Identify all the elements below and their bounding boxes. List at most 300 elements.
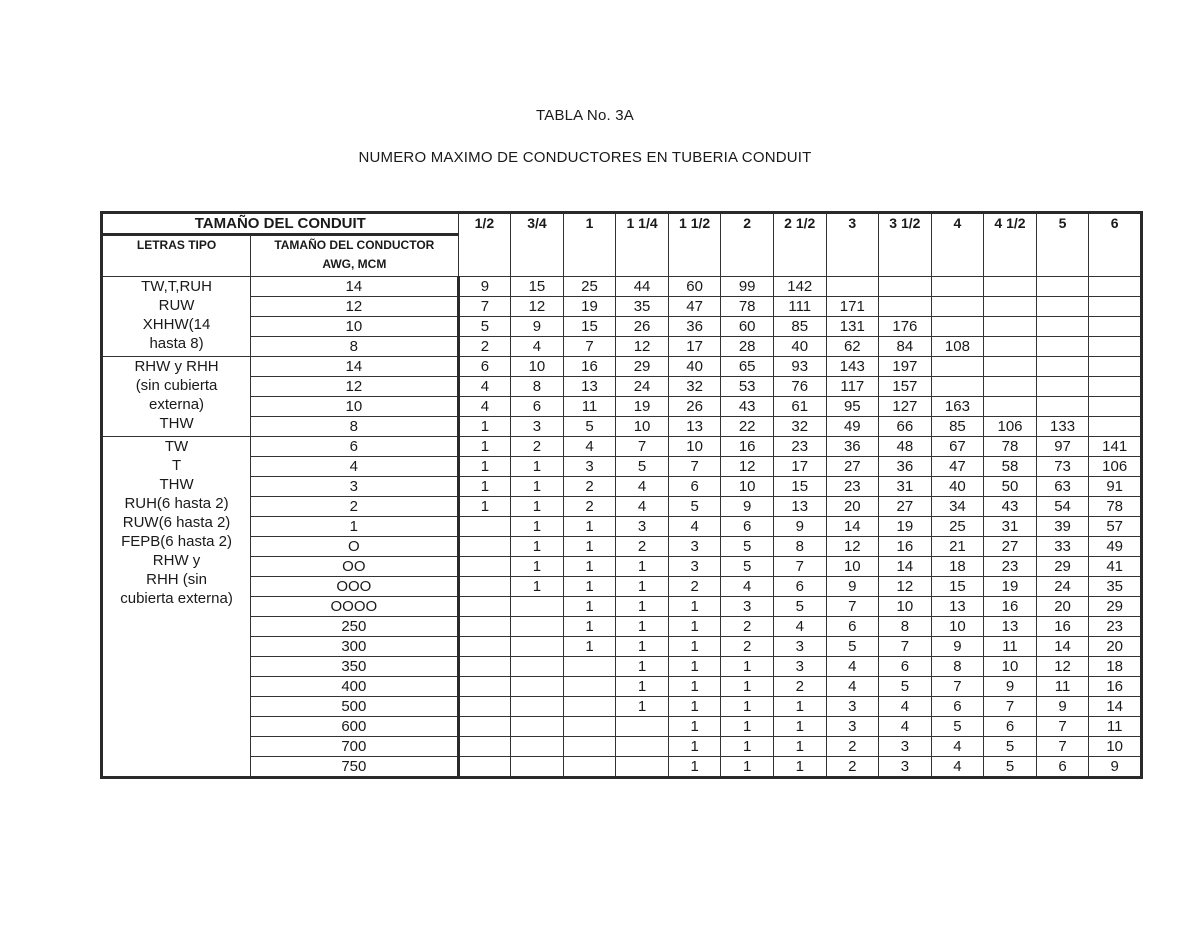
conductor-size-header-line1: TAMAÑO DEL CONDUCTOR — [274, 238, 435, 252]
conductor-count-cell: 14 — [879, 557, 932, 577]
conductor-count-cell: 10 — [931, 617, 984, 637]
conductor-count-cell: 1 — [616, 557, 669, 577]
conductor-size-cell: 12 — [251, 377, 459, 397]
conductor-count-cell: 6 — [458, 357, 511, 377]
conductor-count-cell: 26 — [668, 397, 721, 417]
wire-type-label: RUW — [158, 297, 195, 314]
conduit-size-header: TAMAÑO DEL CONDUIT — [102, 213, 459, 235]
conductor-count-cell — [931, 317, 984, 337]
conductor-count-cell: 3 — [563, 457, 616, 477]
table-row — [102, 557, 1142, 577]
conductor-count-cell: 5 — [616, 457, 669, 477]
wire-type-label: XHHW(14 — [142, 316, 211, 333]
conductor-count-cell: 4 — [458, 377, 511, 397]
conductor-count-cell: 57 — [1089, 517, 1142, 537]
conductor-count-cell: 4 — [826, 657, 879, 677]
conductor-count-cell: 73 — [1036, 457, 1089, 477]
conductor-count-cell — [1089, 417, 1142, 437]
conductor-count-cell: 106 — [1089, 457, 1142, 477]
conductor-count-cell: 5 — [826, 637, 879, 657]
conductor-count-cell: 6 — [668, 477, 721, 497]
conductor-count-cell: 1 — [563, 637, 616, 657]
wire-type-group — [102, 357, 251, 437]
conduit-size-col-header: 5 — [1036, 213, 1089, 277]
conductor-count-cell: 2 — [458, 337, 511, 357]
conductor-count-cell: 163 — [931, 397, 984, 417]
conductor-count-cell — [563, 697, 616, 717]
table-row — [102, 417, 1142, 437]
conductor-count-cell: 6 — [931, 697, 984, 717]
conductor-count-cell: 99 — [721, 277, 774, 297]
conductor-count-cell: 1 — [563, 597, 616, 617]
wire-type-label: cubierta externa) — [120, 590, 233, 607]
conductor-count-cell — [563, 737, 616, 757]
conductor-count-cell — [616, 757, 669, 778]
conductor-count-cell: 66 — [879, 417, 932, 437]
conductor-count-cell: 78 — [1089, 497, 1142, 517]
conductor-count-cell: 9 — [984, 677, 1037, 697]
wire-type-label: externa) — [149, 396, 205, 413]
conductor-count-cell — [931, 297, 984, 317]
conductor-count-cell — [1036, 317, 1089, 337]
conductor-count-cell: 16 — [879, 537, 932, 557]
conductor-size-cell: 2 — [251, 497, 459, 517]
conductor-count-cell — [1036, 277, 1089, 297]
conductor-count-cell — [458, 717, 511, 737]
conductor-count-cell: 27 — [879, 497, 932, 517]
conductor-size-cell: O — [251, 537, 459, 557]
table-row — [102, 297, 1142, 317]
conductor-size-cell: 250 — [251, 617, 459, 637]
conductor-count-cell — [563, 757, 616, 778]
wire-type-label: RUW(6 hasta 2) — [122, 514, 231, 531]
conductor-count-cell: 27 — [984, 537, 1037, 557]
conductor-count-cell: 2 — [563, 497, 616, 517]
conductor-count-cell — [1089, 337, 1142, 357]
conductor-count-cell — [458, 597, 511, 617]
conductor-count-cell: 1 — [668, 657, 721, 677]
conductor-count-cell — [1089, 377, 1142, 397]
conductor-count-cell: 1 — [668, 677, 721, 697]
conductor-count-cell: 1 — [668, 737, 721, 757]
conductor-count-cell: 7 — [668, 457, 721, 477]
conductor-count-cell: 1 — [773, 717, 826, 737]
conductor-count-cell: 16 — [1036, 617, 1089, 637]
table-row — [102, 497, 1142, 517]
conductor-count-cell: 40 — [931, 477, 984, 497]
wire-type-group — [102, 437, 251, 778]
conductor-count-cell — [1089, 277, 1142, 297]
conductor-count-cell: 7 — [931, 677, 984, 697]
conductor-count-cell: 3 — [773, 657, 826, 677]
conductor-size-header-line2: AWG, MCM — [322, 257, 387, 271]
conductor-count-cell: 1 — [773, 737, 826, 757]
conductor-count-cell: 3 — [773, 637, 826, 657]
conductor-size-cell: 750 — [251, 757, 459, 778]
conductor-count-cell: 11 — [1089, 717, 1142, 737]
conductor-count-cell: 9 — [458, 277, 511, 297]
conductor-count-cell — [511, 677, 564, 697]
conductor-count-cell — [458, 557, 511, 577]
conductor-count-cell: 2 — [721, 617, 774, 637]
conductor-count-cell: 9 — [931, 637, 984, 657]
conductor-count-cell: 10 — [879, 597, 932, 617]
conductor-count-cell: 4 — [563, 437, 616, 457]
conductor-count-cell: 5 — [984, 737, 1037, 757]
table-row — [102, 617, 1142, 637]
conductor-count-cell: 40 — [773, 337, 826, 357]
conductor-count-cell: 25 — [931, 517, 984, 537]
table-subtitle: NUMERO MAXIMO DE CONDUCTORES EN TUBERIA CONDUIT — [358, 149, 812, 166]
conductor-count-cell: 28 — [721, 337, 774, 357]
conductor-count-cell: 18 — [931, 557, 984, 577]
conductor-count-cell: 1 — [458, 497, 511, 517]
wire-type-group — [102, 277, 251, 357]
conductor-count-cell — [1089, 317, 1142, 337]
conductor-count-cell: 3 — [511, 417, 564, 437]
conductor-count-cell: 1 — [668, 597, 721, 617]
conductor-count-cell — [616, 737, 669, 757]
wire-type-label: RUH(6 hasta 2) — [124, 495, 229, 512]
conduit-size-col-header: 2 — [721, 213, 774, 277]
conductor-count-cell: 9 — [826, 577, 879, 597]
conductor-size-cell: 8 — [251, 337, 459, 357]
conductor-count-cell: 5 — [931, 717, 984, 737]
conductor-count-cell: 4 — [773, 617, 826, 637]
conductor-count-cell — [984, 277, 1037, 297]
conductor-count-cell: 143 — [826, 357, 879, 377]
conductor-count-cell: 1 — [721, 677, 774, 697]
conductor-count-cell: 7 — [1036, 737, 1089, 757]
conductor-count-cell — [511, 637, 564, 657]
conductor-count-cell: 13 — [668, 417, 721, 437]
conductor-count-cell — [511, 597, 564, 617]
conductor-count-cell: 49 — [1089, 537, 1142, 557]
conductor-size-cell: OOO — [251, 577, 459, 597]
conductor-count-cell: 1 — [616, 677, 669, 697]
conductor-count-cell — [984, 317, 1037, 337]
conductor-count-cell: 2 — [616, 537, 669, 557]
conductor-count-cell: 2 — [826, 737, 879, 757]
conductor-count-cell: 14 — [826, 517, 879, 537]
conductor-count-cell: 60 — [721, 317, 774, 337]
conductor-count-cell: 7 — [773, 557, 826, 577]
conductor-count-cell — [458, 697, 511, 717]
conductor-count-cell: 27 — [826, 457, 879, 477]
conductor-count-cell: 1 — [563, 557, 616, 577]
conductor-count-cell: 12 — [879, 577, 932, 597]
conductor-size-cell: 300 — [251, 637, 459, 657]
table-row — [102, 317, 1142, 337]
conductor-count-cell: 23 — [1089, 617, 1142, 637]
conductor-count-cell — [1089, 397, 1142, 417]
conductor-count-cell: 1 — [458, 417, 511, 437]
conductor-count-cell: 4 — [511, 337, 564, 357]
conductor-count-cell: 67 — [931, 437, 984, 457]
conductor-count-cell: 2 — [668, 577, 721, 597]
conductor-count-cell: 40 — [668, 357, 721, 377]
conductor-count-cell: 4 — [721, 577, 774, 597]
conductor-count-cell: 1 — [563, 517, 616, 537]
conductor-count-cell: 91 — [1089, 477, 1142, 497]
conductor-count-cell: 15 — [511, 277, 564, 297]
conductor-count-cell: 1 — [616, 657, 669, 677]
conductor-count-cell — [511, 697, 564, 717]
conductor-count-cell — [879, 297, 932, 317]
conductor-count-cell: 32 — [668, 377, 721, 397]
conductor-count-cell — [563, 677, 616, 697]
conductor-count-cell: 62 — [826, 337, 879, 357]
conductor-count-cell: 23 — [773, 437, 826, 457]
conductor-count-cell — [458, 537, 511, 557]
conductor-count-cell — [879, 277, 932, 297]
conductor-count-cell: 6 — [826, 617, 879, 637]
wire-type-header: LETRAS TIPO — [102, 235, 251, 277]
conductor-count-cell: 20 — [1036, 597, 1089, 617]
conductor-count-cell: 1 — [721, 657, 774, 677]
conductor-count-cell: 3 — [826, 697, 879, 717]
conductor-count-cell: 5 — [563, 417, 616, 437]
conductor-count-cell: 6 — [721, 517, 774, 537]
conductor-size-cell: 14 — [251, 357, 459, 377]
conductor-count-cell — [563, 717, 616, 737]
conductor-count-cell — [931, 357, 984, 377]
conductor-count-cell: 9 — [1089, 757, 1142, 778]
conductor-count-cell: 16 — [984, 597, 1037, 617]
conductor-count-cell: 127 — [879, 397, 932, 417]
conductor-count-cell — [458, 577, 511, 597]
table-row — [102, 757, 1142, 778]
conductor-count-cell: 10 — [511, 357, 564, 377]
conductor-count-cell: 16 — [563, 357, 616, 377]
conductor-count-cell: 4 — [668, 517, 721, 537]
conduit-size-col-header: 2 1/2 — [773, 213, 826, 277]
conductor-count-cell: 2 — [826, 757, 879, 778]
conductor-count-cell: 1 — [773, 757, 826, 778]
conduit-size-col-header: 3/4 — [511, 213, 564, 277]
conductor-count-cell: 48 — [879, 437, 932, 457]
conductor-count-cell: 1 — [511, 477, 564, 497]
conductor-count-cell: 19 — [563, 297, 616, 317]
conductor-count-cell: 9 — [1036, 697, 1089, 717]
conductor-count-cell — [931, 377, 984, 397]
conductor-count-cell: 19 — [616, 397, 669, 417]
wire-type-label: RHH (sin — [146, 571, 207, 588]
table-row — [102, 357, 1142, 377]
wire-type-label: RHW y RHH — [134, 358, 219, 375]
conductor-count-cell: 4 — [458, 397, 511, 417]
table-row — [102, 517, 1142, 537]
conductor-count-cell: 60 — [668, 277, 721, 297]
conductor-size-cell: 500 — [251, 697, 459, 717]
conductor-count-cell: 5 — [879, 677, 932, 697]
conductor-count-cell: 61 — [773, 397, 826, 417]
conductor-count-cell: 1 — [668, 637, 721, 657]
conductor-count-cell: 20 — [826, 497, 879, 517]
conductor-count-cell: 58 — [984, 457, 1037, 477]
conductor-count-cell: 13 — [563, 377, 616, 397]
conductor-count-cell: 111 — [773, 297, 826, 317]
conductor-count-cell: 3 — [826, 717, 879, 737]
conductor-count-cell: 18 — [1089, 657, 1142, 677]
conductor-count-cell — [1089, 357, 1142, 377]
conductor-count-cell: 4 — [826, 677, 879, 697]
conductor-count-cell: 3 — [721, 597, 774, 617]
conductor-count-cell — [984, 357, 1037, 377]
conductor-count-cell: 157 — [879, 377, 932, 397]
conductor-count-cell: 44 — [616, 277, 669, 297]
conductor-count-cell: 21 — [931, 537, 984, 557]
conductor-count-cell: 16 — [1089, 677, 1142, 697]
conductor-count-cell: 85 — [931, 417, 984, 437]
conductor-count-cell — [826, 277, 879, 297]
conductor-count-cell: 24 — [616, 377, 669, 397]
conductor-count-cell: 2 — [773, 677, 826, 697]
table-row — [102, 397, 1142, 417]
conduit-size-col-header: 1/2 — [458, 213, 511, 277]
conductor-count-cell — [458, 677, 511, 697]
conductor-size-cell: 10 — [251, 317, 459, 337]
conductor-count-cell: 176 — [879, 317, 932, 337]
conductor-count-cell — [1036, 297, 1089, 317]
conductor-size-cell: OO — [251, 557, 459, 577]
conductor-count-cell: 12 — [616, 337, 669, 357]
conductor-count-cell — [1036, 357, 1089, 377]
conductor-count-cell: 6 — [879, 657, 932, 677]
conductor-count-cell: 142 — [773, 277, 826, 297]
conductor-count-cell — [511, 737, 564, 757]
conductor-count-cell: 29 — [1036, 557, 1089, 577]
conductor-count-cell: 7 — [1036, 717, 1089, 737]
conductor-count-cell — [458, 737, 511, 757]
conductor-count-cell: 1 — [511, 557, 564, 577]
conductor-count-cell: 1 — [616, 577, 669, 597]
conductor-count-cell: 47 — [931, 457, 984, 477]
conductor-count-cell: 12 — [721, 457, 774, 477]
conductor-count-cell — [616, 717, 669, 737]
table-title: TABLA No. 3A — [535, 107, 634, 124]
conductor-count-cell — [511, 757, 564, 778]
conductor-count-cell: 47 — [668, 297, 721, 317]
conductor-count-cell: 10 — [826, 557, 879, 577]
conductor-count-cell: 78 — [721, 297, 774, 317]
conductor-count-cell: 36 — [668, 317, 721, 337]
table-row — [102, 377, 1142, 397]
conductor-count-cell: 1 — [511, 577, 564, 597]
conductor-size-cell: 350 — [251, 657, 459, 677]
conductor-size-cell: 12 — [251, 297, 459, 317]
table-row — [102, 597, 1142, 617]
conductor-count-cell: 5 — [773, 597, 826, 617]
conductor-count-cell: 20 — [1089, 637, 1142, 657]
conductor-count-cell: 11 — [1036, 677, 1089, 697]
conductor-count-cell: 1 — [721, 717, 774, 737]
conductor-count-cell: 108 — [931, 337, 984, 357]
conductor-count-cell: 22 — [721, 417, 774, 437]
conductor-size-cell: 10 — [251, 397, 459, 417]
conductor-count-cell: 4 — [931, 757, 984, 778]
conductor-count-cell — [511, 717, 564, 737]
conductor-count-cell: 85 — [773, 317, 826, 337]
conductor-count-cell: 6 — [984, 717, 1037, 737]
conductor-count-cell: 13 — [984, 617, 1037, 637]
conductor-count-cell: 95 — [826, 397, 879, 417]
conductor-count-cell: 1 — [511, 457, 564, 477]
conductor-count-cell: 17 — [668, 337, 721, 357]
conductor-count-cell: 10 — [616, 417, 669, 437]
conductor-count-cell: 1 — [511, 497, 564, 517]
conductor-count-cell: 1 — [511, 517, 564, 537]
conductor-count-cell: 16 — [721, 437, 774, 457]
conductor-count-cell: 7 — [458, 297, 511, 317]
table-row — [102, 697, 1142, 717]
conductor-count-cell: 33 — [1036, 537, 1089, 557]
conduit-size-col-header: 1 1/2 — [668, 213, 721, 277]
conductor-count-cell: 76 — [773, 377, 826, 397]
conductor-count-cell: 39 — [1036, 517, 1089, 537]
conductor-count-cell: 1 — [458, 477, 511, 497]
conductor-count-cell: 4 — [879, 717, 932, 737]
conductor-count-cell: 10 — [668, 437, 721, 457]
conductor-count-cell: 141 — [1089, 437, 1142, 457]
conductor-count-cell: 5 — [984, 757, 1037, 778]
conductor-count-cell: 3 — [879, 737, 932, 757]
conductor-count-cell: 36 — [826, 437, 879, 457]
table-row — [102, 657, 1142, 677]
conductor-count-cell: 6 — [1036, 757, 1089, 778]
conductor-count-cell: 97 — [1036, 437, 1089, 457]
conductor-count-cell: 6 — [511, 397, 564, 417]
conductor-count-cell: 15 — [563, 317, 616, 337]
conductor-count-cell: 9 — [511, 317, 564, 337]
table-row — [102, 437, 1142, 457]
conductor-count-cell — [458, 617, 511, 637]
conductor-count-cell — [1036, 397, 1089, 417]
wire-type-label: TW — [164, 438, 189, 455]
conductor-count-cell: 1 — [721, 737, 774, 757]
conductor-count-cell: 15 — [931, 577, 984, 597]
table-row — [102, 737, 1142, 757]
wire-type-label: FEPB(6 hasta 2) — [121, 533, 232, 550]
wire-type-label: TW,T,RUH — [141, 278, 212, 295]
wire-type-label: T — [171, 457, 182, 474]
table-row — [102, 637, 1142, 657]
conductor-count-cell: 5 — [721, 537, 774, 557]
conductor-count-cell: 1 — [458, 437, 511, 457]
table-row — [102, 457, 1142, 477]
conductor-count-cell: 9 — [721, 497, 774, 517]
conductor-count-cell: 31 — [984, 517, 1037, 537]
conductor-count-cell: 29 — [616, 357, 669, 377]
conductor-count-cell: 10 — [721, 477, 774, 497]
conductor-count-cell: 50 — [984, 477, 1037, 497]
conductor-count-cell: 5 — [668, 497, 721, 517]
conductor-size-cell: 700 — [251, 737, 459, 757]
conductor-size-cell: 400 — [251, 677, 459, 697]
conductor-count-cell: 106 — [984, 417, 1037, 437]
conductor-count-cell — [458, 637, 511, 657]
conductor-count-cell: 65 — [721, 357, 774, 377]
conductor-count-cell: 10 — [1089, 737, 1142, 757]
conductor-count-cell: 5 — [458, 317, 511, 337]
conductor-count-cell: 1 — [563, 577, 616, 597]
wire-type-label: (sin cubierta — [135, 377, 218, 394]
conductor-count-cell: 36 — [879, 457, 932, 477]
conductor-count-cell: 54 — [1036, 497, 1089, 517]
conductor-count-cell: 6 — [773, 577, 826, 597]
conductor-count-cell: 11 — [563, 397, 616, 417]
conductor-count-cell: 1 — [458, 457, 511, 477]
